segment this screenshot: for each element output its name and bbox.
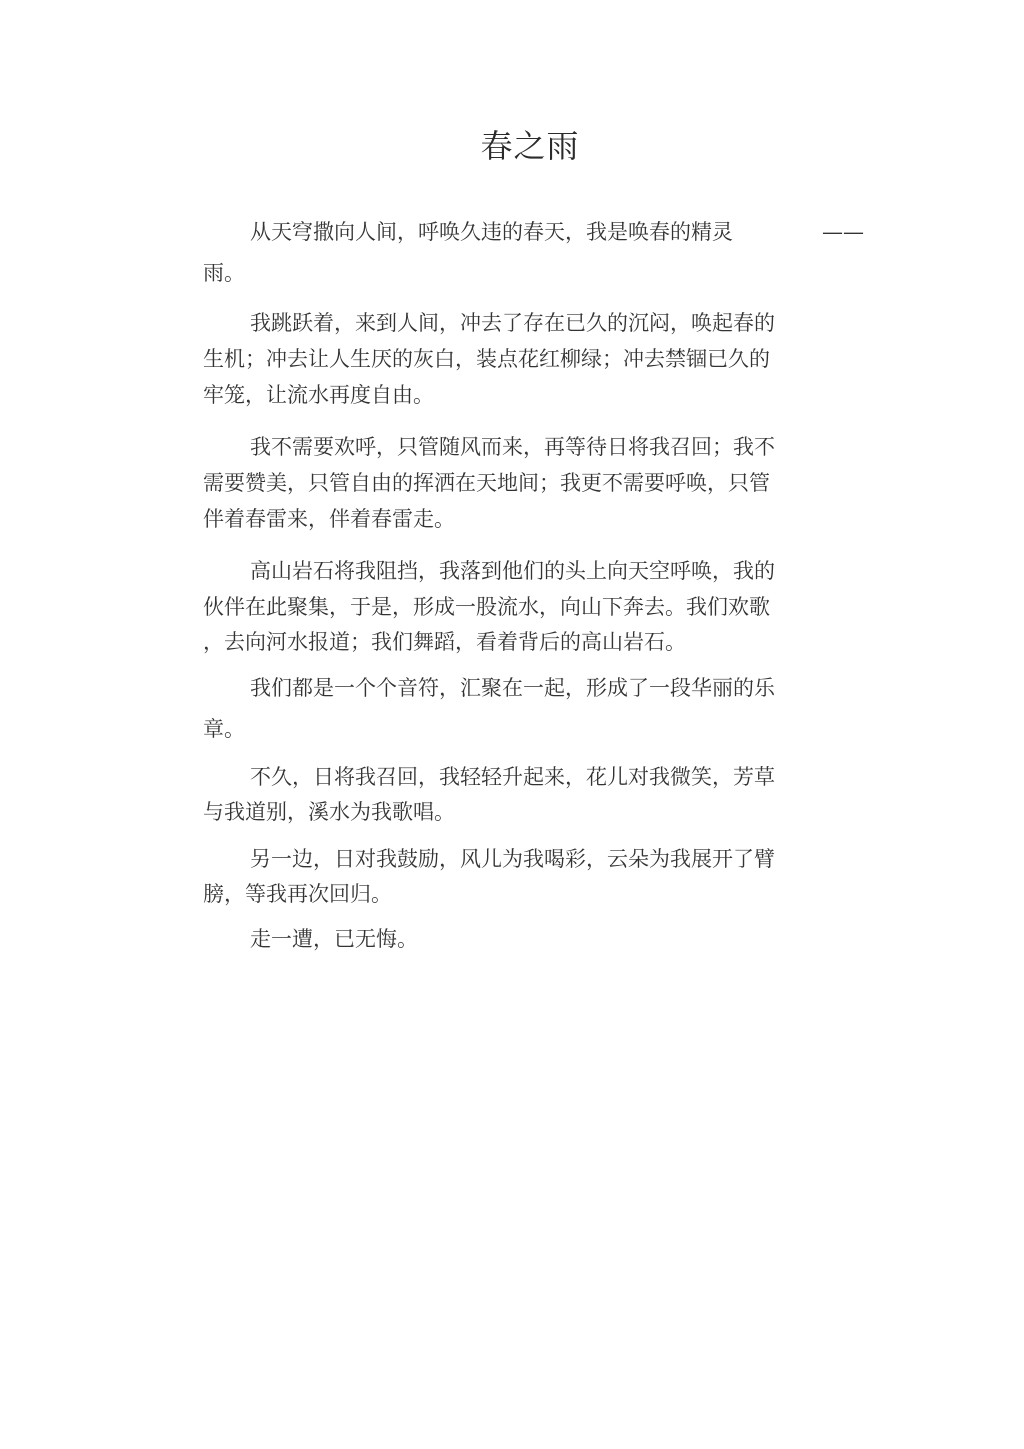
- paragraph-3-line-2: 需要赞美，只管自由的挥洒在天地间；我更不需要呼唤，只管: [203, 471, 770, 495]
- paragraph-2-line-1: 我跳跃着，来到人间，冲去了存在已久的沉闷，唤起春的: [250, 311, 775, 335]
- paragraph-7-line-1: 另一边，日对我鼓励，风儿为我喝彩，云朵为我展开了臂: [250, 847, 775, 871]
- paragraph-2-line-2: 生机；冲去让人生厌的灰白，装点花红柳绿；冲去禁锢已久的: [203, 347, 770, 371]
- paragraph-7-line-2: 膀，等我再次回归。: [203, 882, 392, 906]
- paragraph-5-line-2: 章。: [203, 717, 245, 741]
- paragraph-4-line-2: 伙伴在此聚集，于是，形成一股流水，向山下奔去。我们欢歌: [203, 595, 770, 619]
- paragraph-1-dash: ——: [822, 220, 864, 244]
- paragraph-1-line-1: 从天穹撒向人间，呼唤久违的春天，我是唤春的精灵: [250, 220, 733, 244]
- paragraph-8-line-1: 走一遭，已无悔。: [250, 927, 418, 951]
- page-title: 春之雨: [480, 127, 580, 165]
- paragraph-2-line-3: 牢笼，让流水再度自由。: [203, 383, 434, 407]
- paragraph-3-line-1: 我不需要欢呼，只管随风而来，再等待日将我召回；我不: [250, 435, 775, 459]
- paragraph-4-line-1: 高山岩石将我阻挡，我落到他们的头上向天空呼唤，我的: [250, 559, 775, 583]
- paragraph-4-line-3: ，去向河水报道；我们舞蹈，看着背后的高山岩石。: [203, 630, 686, 654]
- paragraph-6-line-1: 不久，日将我召回，我轻轻升起来，花儿对我微笑，芳草: [250, 765, 775, 789]
- paragraph-3-line-3: 伴着春雷来，伴着春雷走。: [203, 507, 455, 531]
- paragraph-1-line-2: 雨。: [203, 261, 245, 285]
- paragraph-5-line-1: 我们都是一个个音符，汇聚在一起，形成了一段华丽的乐: [250, 676, 775, 700]
- paragraph-6-line-2: 与我道别，溪水为我歌唱。: [203, 800, 455, 824]
